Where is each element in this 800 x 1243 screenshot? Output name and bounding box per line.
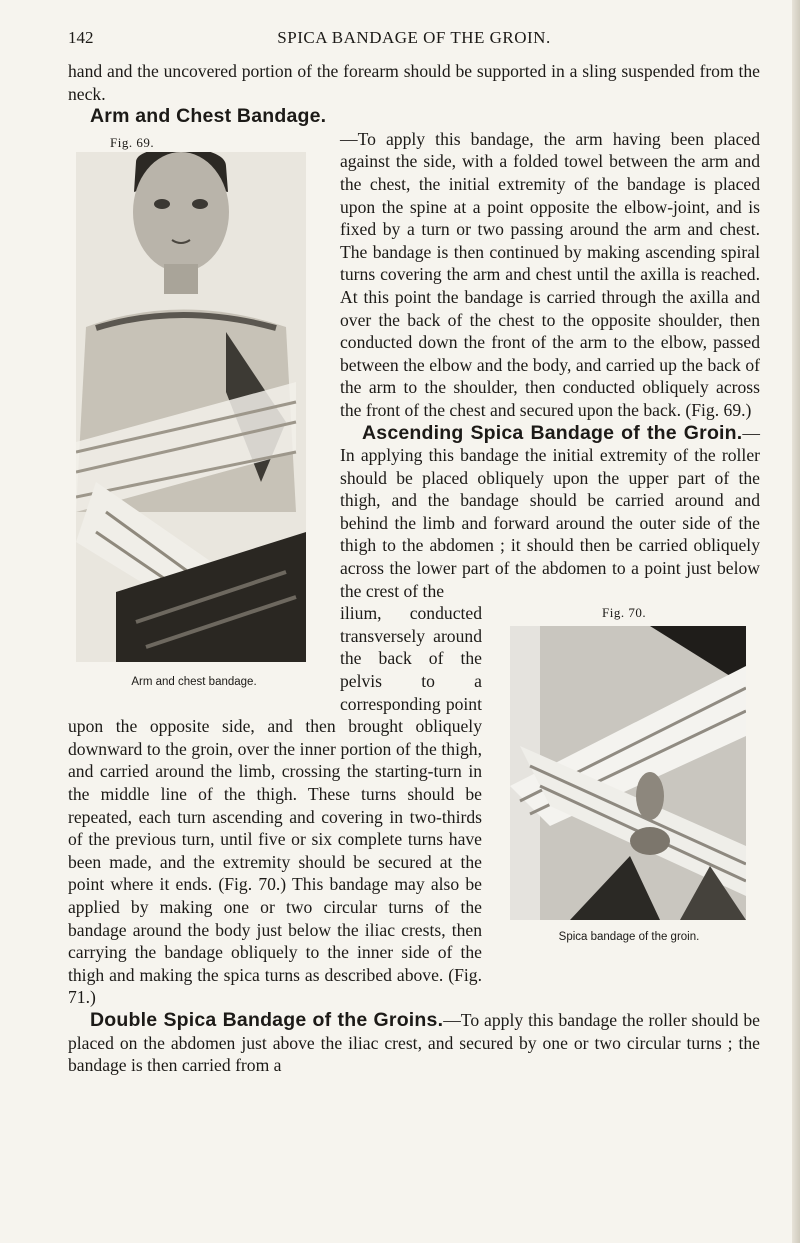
page-header	[68, 28, 760, 56]
section-heading-ascending-spica: Ascending Spica Bandage of the Groin.	[362, 421, 743, 444]
body-text	[68, 60, 760, 1077]
arm-chest-bandage-illustration	[76, 152, 306, 662]
paragraph-intro: hand and the uncovered portion of the forearm should be supported in a sling suspended from the neck.	[68, 61, 760, 104]
page-edge-shadow	[792, 0, 800, 1243]
figure-70-label: Fig. 70.	[602, 605, 647, 621]
page-number: 142	[68, 28, 94, 47]
ascending-text-a: —In applying this bandage the initial extremity of the roller should be placed obliquely upon the upper part of the thigh, and the bandage should be carried around and behind the limb and forward around the outer side of the thigh to the abdomen ; it should then be carried obliquely across the lower part of the abdomen to a point just below the crest of the	[340, 422, 760, 601]
section-heading-arm-chest: Arm and Chest Bandage.	[90, 105, 327, 128]
figure-70-plate	[510, 626, 746, 920]
figure-69-caption: Arm and chest bandage.	[131, 675, 257, 688]
running-head: SPICA BANDAGE OF THE GROIN.	[277, 28, 551, 47]
figure-69	[68, 128, 330, 696]
figure-70	[498, 600, 760, 986]
paragraph-double-spica	[68, 1009, 760, 1077]
figure-69-plate	[76, 152, 306, 662]
figure-69-label: Fig. 69.	[110, 134, 155, 150]
paragraph-arm-chest-body: —To apply this bandage, the arm having been placed against the side, with a folded towel between the arm and the chest, the initial extremity of the bandage is placed upon the spine at a point opposite the elbow-joint, and is fixed by a turn or two passing around the arm and chest. The bandage is then continued by making ascending spiral turns covering the arm and chest until the axilla is reached. At this point the bandage is carried through the axilla and over the back of the chest to the opposite shoulder, then conducted down the front of the arm to the elbow, passed between the elbow and the body, and carried up the back of the arm to the shoulder, then conducted obliquely across the front of the chest and secured upon the back. (Fig. 69.)	[340, 128, 760, 420]
paragraph-arm-chest	[68, 105, 760, 128]
figure-70-caption: Spica bandage of the groin.	[558, 931, 700, 944]
double-spica-text: —To apply this bandage the roller should be placed on the abdomen just above the iliac crest, and secured by one or two circular turns ; the bandage is then carried from a	[68, 1009, 760, 1076]
paragraph-ascending-cont: ilium, conducted transversely around the back of the pelvis to a corresponding point upon the opposite side, and then brought obliquely downward to the groin, over the inner portion of the thigh, and carried around the limb, crossing the starting-turn in the middle line of the thigh. These turns should be repeated, each turn ascending and covering in two-thirds of the previous turn, until five or six complete turns have been made, and the extremity should be secured at the point where it ends. (Fig. 70.) This bandage may also be applied by making one or two circular turns of the bandage around the body just below the iliac crests, then carrying the bandage obliquely to the inner side of the thigh and making the spica turns as described above. (Fig. 71.)	[68, 603, 482, 1008]
section-heading-double-spica: Double Spica Bandage of the Groins.	[90, 1008, 444, 1031]
groin-spica-bandage-illustration	[510, 626, 746, 920]
